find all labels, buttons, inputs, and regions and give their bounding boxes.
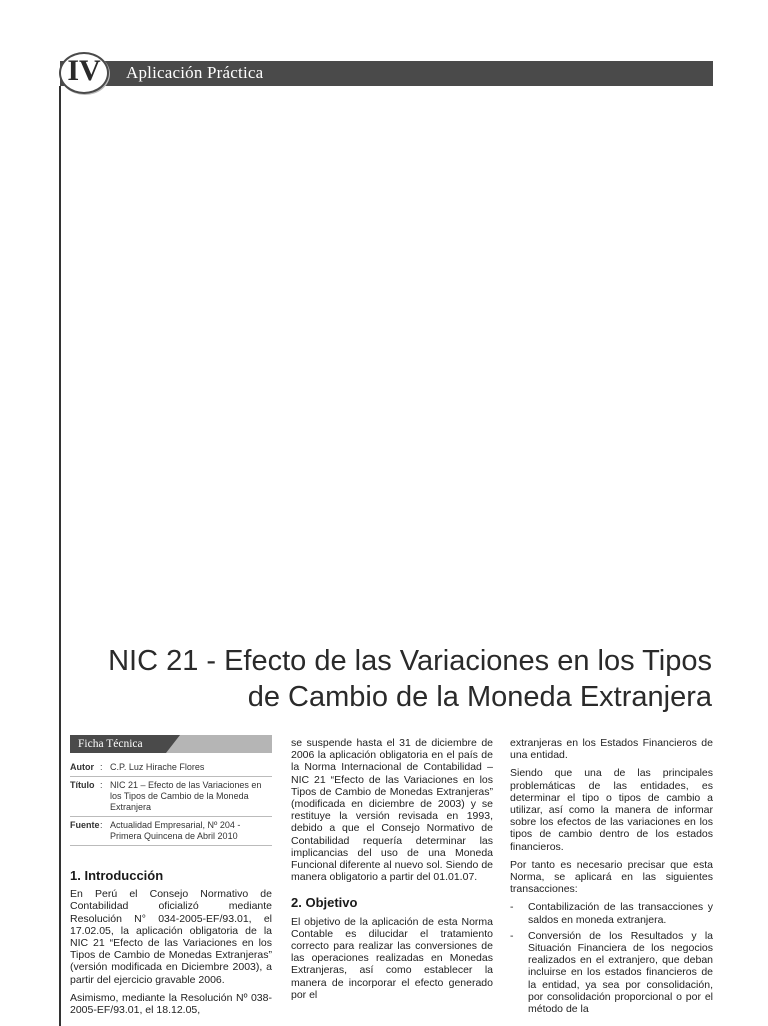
bullet-dash: - [510, 901, 514, 914]
ficha-colon: : [100, 780, 103, 790]
paragraph: El objetivo de la aplicación de esta Norma Contable es dilucidar el tratamiento correcto para realizar las conversiones de las operaciones realizadas en Monedas Extranjeras, así como establecer la manera de incorporar el efecto generado por el [291, 915, 493, 1001]
left-margin-rule [59, 86, 61, 1026]
list-item-text: Contabilización de las transacciones y saldos en moneda extranjera. [528, 901, 713, 926]
ficha-colon: : [100, 820, 103, 830]
ficha-value: C.P. Luz Hirache Flores [110, 762, 205, 772]
bullet-dash: - [510, 929, 514, 942]
ficha-row-fuente [70, 817, 272, 846]
ficha-tecnica-label: Ficha Técnica [70, 735, 166, 753]
heading-introduccion: 1. Introducción [70, 868, 164, 883]
list-item [510, 930, 713, 1015]
column-left [70, 735, 272, 1022]
ficha-key: Fuente [70, 820, 100, 830]
ficha-key: Título [70, 780, 95, 790]
paragraph: En Perú el Consejo Normativo de Contabilidad oficializó mediante Resolución N° 034-2005-EF/93.01, el 17.02.05, la aplicación obligatoria de la NIC 21 “Efecto de las Variaciones en los Tipos de Cambio de Monedas Extranjeras” (versión modificada en Diciembre 2003), a partir del ejercicio gravable 2006. [70, 888, 272, 986]
list-item [510, 901, 713, 925]
article-title [80, 643, 712, 715]
article-title-line-1: NIC 21 - Efecto de las Variaciones en los Tipos [108, 645, 712, 677]
ficha-key: Autor [70, 762, 94, 772]
ficha-value: Actualidad Empresarial, Nº 204 - Primera Quincena de Abril 2010 [110, 820, 241, 841]
article-title-line-2: de Cambio de la Moneda Extranjera [247, 681, 712, 713]
column-middle [291, 737, 493, 1007]
ficha-tab-notch [166, 735, 180, 753]
paragraph: Asimismo, mediante la Resolución Nº 038-2005-EF/93.01, el 18.12.05, [70, 991, 272, 1017]
paragraph: Por tanto es necesario precisar que esta Norma, se aplicará en las siguientes transacciones: [510, 858, 713, 896]
paragraph: Siendo que una de las principales problemáticas de las entidades, es determinar el tipo o tipos de cambio a utilizar, así como la manera de informar sobre los efectos de las variaciones en los tipos de cambio dentro de los estados financieros. [510, 767, 713, 853]
transaction-list [510, 901, 713, 1015]
ficha-row-autor [70, 759, 272, 777]
heading-objetivo: 2. Objetivo [291, 895, 358, 911]
paragraph: se suspende hasta el 31 de diciembre de 2006 la aplicación obligatoria en el país de la Norma Internacional de Contabilidad – NIC 21 “Efecto de las Variaciones en los Tipos de Cambio de Monedas Extranjeras” (modificada en diciembre de 2003) y se restituye la versión revisada en 1993, debido a que el Consejo Normativo de Contabilidad requería determinar las implicancias del uso de una Moneda Funcional diferente al nuevo sol. Siendo de manera obligatorio a partir del 01.01.07. [291, 737, 493, 884]
ficha-colon: : [100, 762, 103, 772]
ficha-value: NIC 21 – Efecto de las Variaciones en los Tipos de Cambio de la Moneda Extranjera [110, 780, 262, 812]
list-item-text: Conversión de los Resultados y la Situación Financiera de los negocios realizados en el extranjero, que deban incluirse en los estados financieros de la entidad, ya sea por consolidación, por consolidación proporcional o por el método de la [528, 929, 713, 1016]
paragraph: extranjeras en los Estados Financieros de una entidad. [510, 737, 713, 762]
chapter-number: IV [67, 54, 101, 87]
ficha-row-titulo [70, 777, 272, 817]
column-right [510, 737, 713, 1019]
section-title: Aplicación Práctica [126, 63, 264, 82]
ficha-tecnica-header [70, 735, 272, 753]
